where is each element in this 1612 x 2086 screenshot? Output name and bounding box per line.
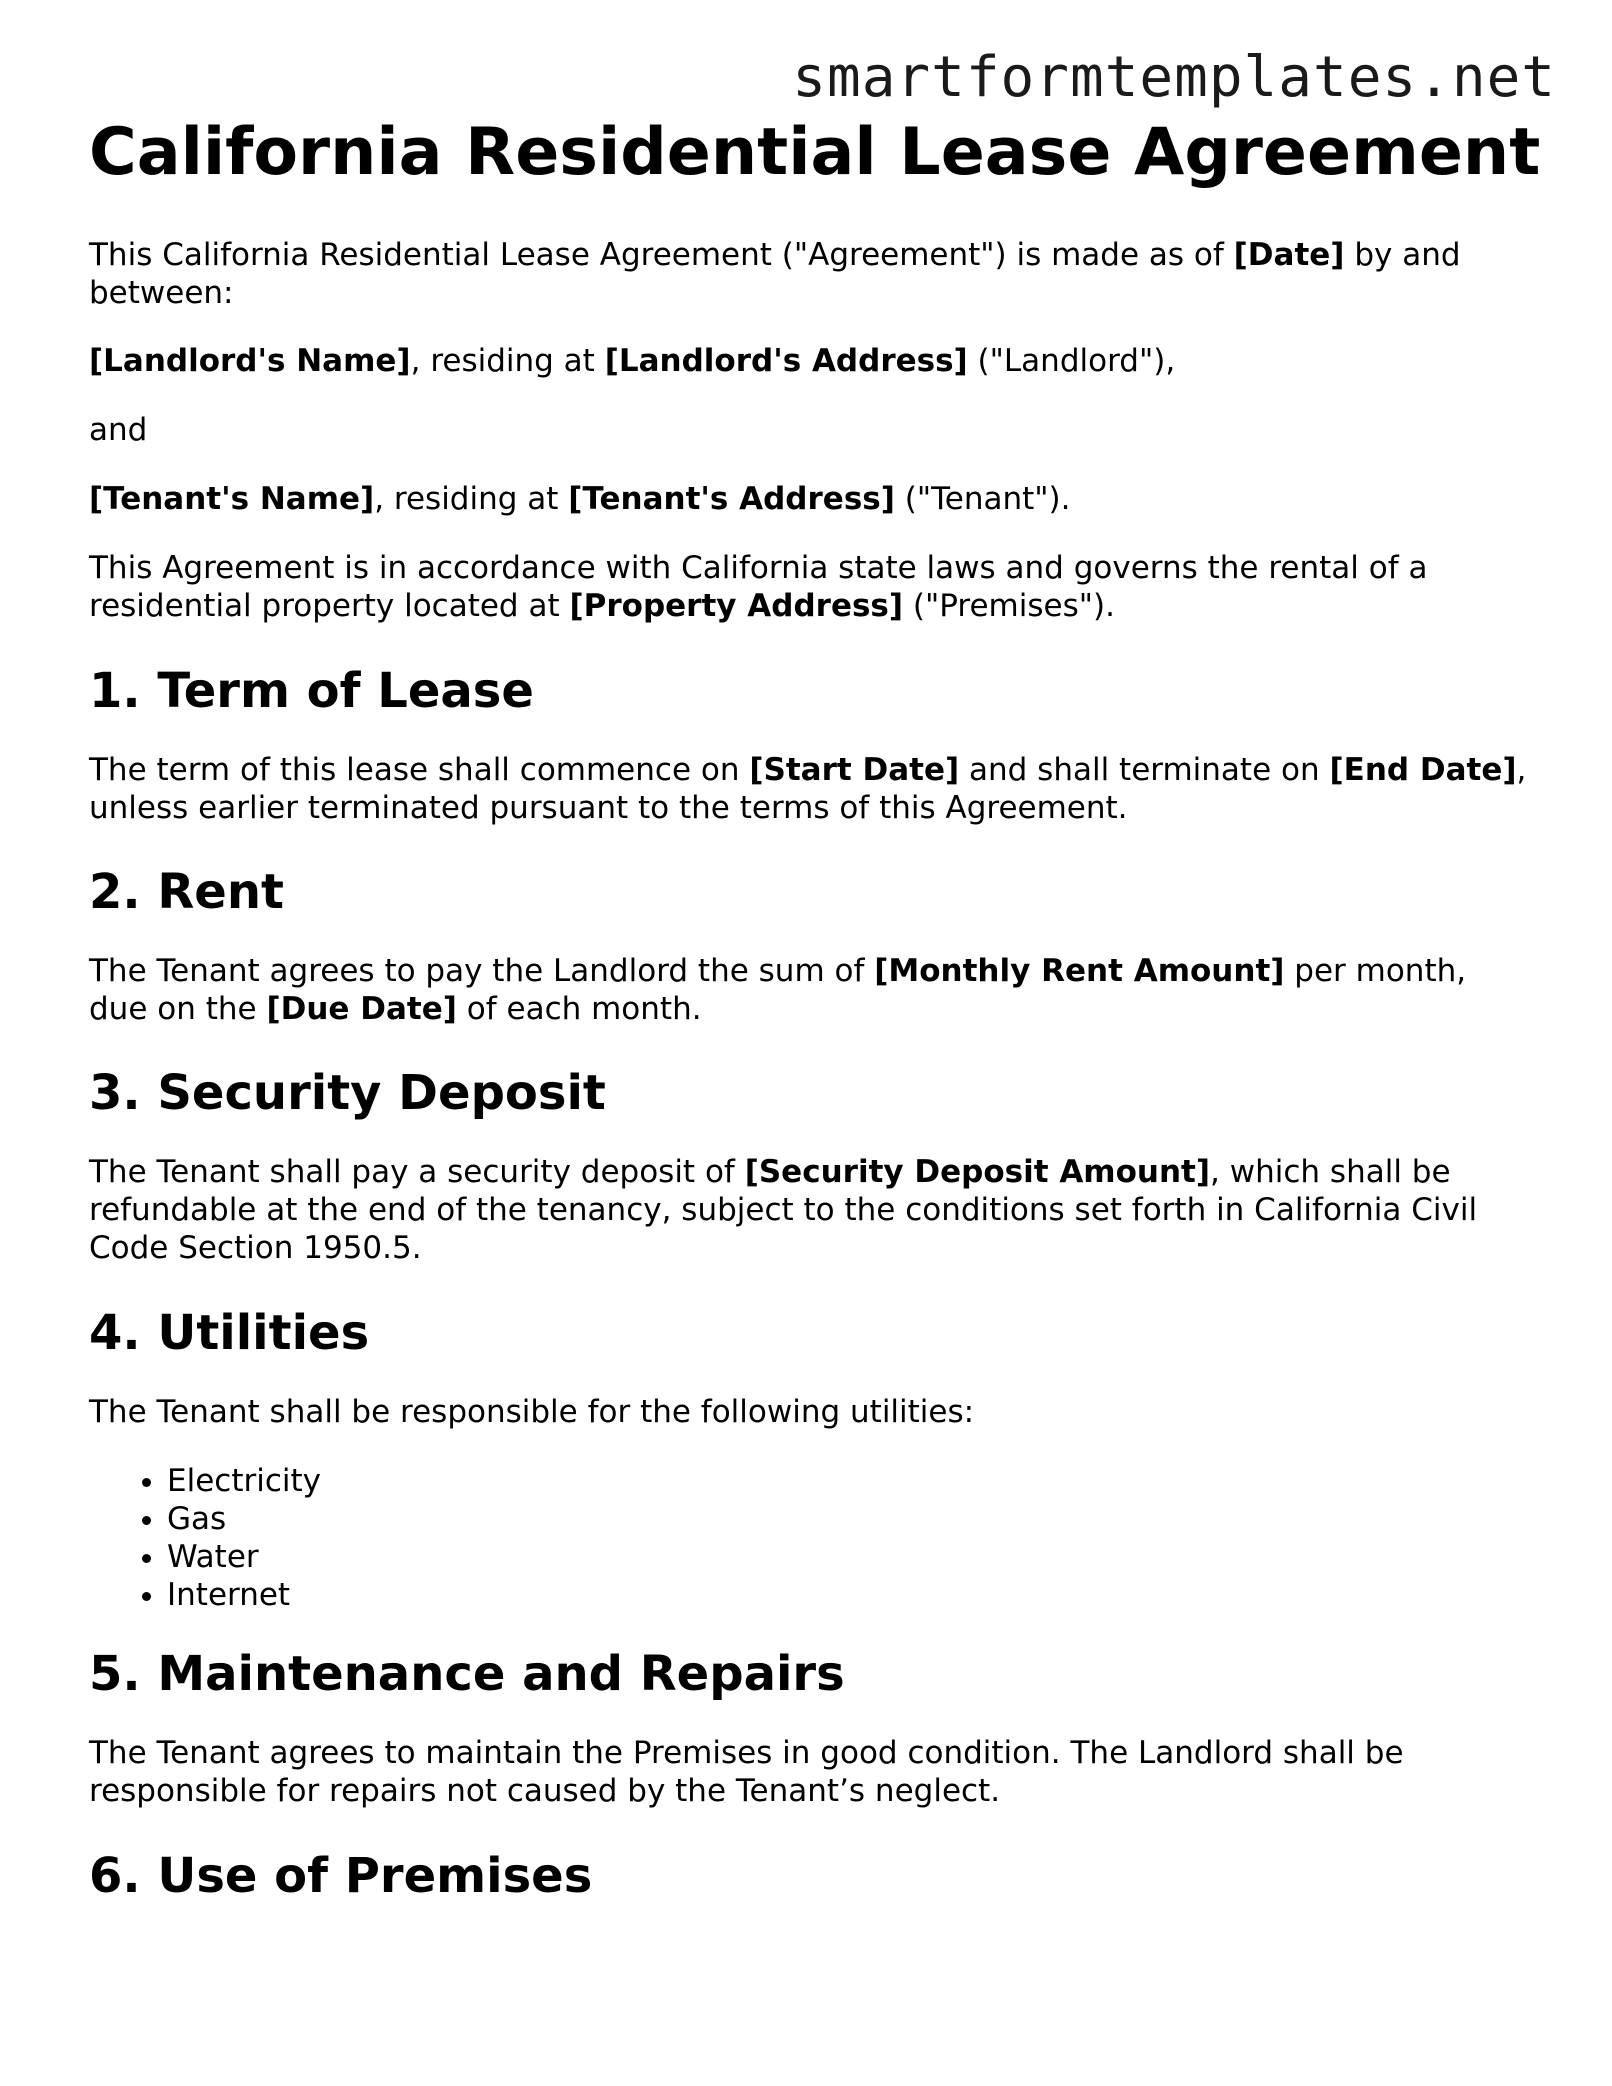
and-paragraph: and [89,412,148,448]
term-text-b: and shall terminate on [959,752,1330,788]
list-item: • Electricity [167,1462,1529,1500]
site-watermark: smartformtemplates.net [792,45,1556,110]
rent-text-b: per month, due on the [89,953,1467,1027]
security-deposit-placeholder: [Security Deposit Amount] [744,1154,1211,1190]
section-heading-term: 1. Term of Lease [89,663,534,719]
document-page [89,112,1541,1906]
term-paragraph [89,751,1529,827]
list-item: • Gas [167,1500,1529,1538]
landlord-name-placeholder: [Landlord's Name] [89,343,411,379]
document-title: California Residential Lease Agreement [89,115,1541,190]
maintenance-paragraph: The Tenant agrees to maintain the Premises in good condition. The Landlord shall be responsible for repairs not caused by the Tenant’s neglect. [89,1735,1404,1809]
section-heading-deposit: 3. Security Deposit [89,1065,606,1121]
end-date-placeholder: [End Date] [1329,752,1517,788]
governing-text-b: ("Premises"). [903,588,1115,624]
landlord-paragraph [89,342,1529,380]
monthly-rent-placeholder: [Monthly Rent Amount] [874,953,1285,989]
tenant-text-mid: , residing at [374,481,569,517]
list-item: • Water [167,1538,1529,1576]
tenant-text-end: ("Tenant"). [894,481,1071,517]
landlord-text-mid: , residing at [410,343,605,379]
tenant-name-placeholder: [Tenant's Name] [89,481,375,517]
deposit-text-b: , which shall be refundable at the end of the tenancy, subject to the conditions set forth in California Civil Code Section 1950.5. [89,1154,1478,1266]
governing-text-a: This Agreement is in accordance with California state laws and governs the rental of a residential property located at [89,550,1428,624]
due-date-placeholder: [Due Date] [266,991,457,1027]
section-heading-rent: 2. Rent [89,864,284,920]
landlord-address-placeholder: [Landlord's Address] [604,343,968,379]
list-item: • Internet [167,1576,1529,1614]
rent-paragraph [89,952,1529,1028]
landlord-text-end: ("Landlord"), [967,343,1176,379]
rent-text-c: of each month. [456,991,702,1027]
tenant-paragraph [89,480,1529,518]
governing-law-paragraph [89,549,1529,625]
term-text-a: The term of this lease shall commence on [89,752,750,788]
utilities-list [89,1462,1529,1614]
utilities-paragraph: The Tenant shall be responsible for the following utilities: [89,1394,975,1430]
section-heading-maintenance: 5. Maintenance and Repairs [89,1646,845,1702]
date-placeholder: [Date] [1233,237,1345,273]
start-date-placeholder: [Start Date] [749,752,960,788]
section-heading-use: 6. Use of Premises [89,1848,593,1904]
intro-text-b: by and between: [89,237,1461,311]
intro-text-a: This California Residential Lease Agreement ("Agreement") is made as of [89,237,1234,273]
term-text-c: , unless earlier terminated pursuant to the terms of this Agreement. [89,752,1527,826]
deposit-text-a: The Tenant shall pay a security deposit of [89,1154,745,1190]
deposit-paragraph [89,1153,1529,1267]
section-heading-utilities: 4. Utilities [89,1305,370,1361]
property-address-placeholder: [Property Address] [569,588,904,624]
rent-text-a: The Tenant agrees to pay the Landlord the sum of [89,953,875,989]
tenant-address-placeholder: [Tenant's Address] [568,481,895,517]
intro-paragraph [89,236,1529,312]
